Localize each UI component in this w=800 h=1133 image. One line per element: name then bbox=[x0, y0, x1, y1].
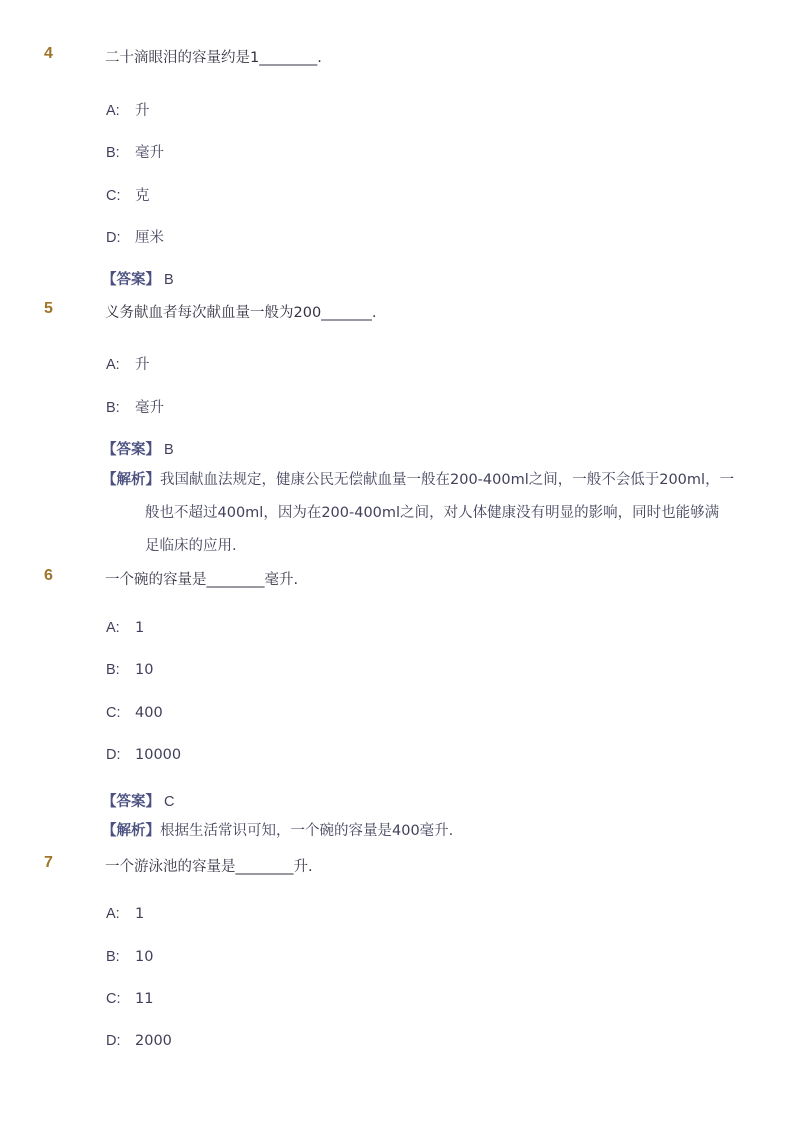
option-letter: B: bbox=[106, 145, 120, 161]
question-text: 一个游泳池的容量是________升. bbox=[105, 859, 313, 875]
option-text: 升 bbox=[135, 103, 150, 119]
option-d bbox=[106, 226, 164, 247]
option-c bbox=[106, 991, 153, 1007]
question-number: 6 bbox=[44, 567, 53, 584]
option-a bbox=[106, 620, 144, 636]
option-b bbox=[106, 396, 164, 417]
answer-line bbox=[102, 438, 174, 459]
option-text: 10 bbox=[135, 949, 154, 965]
option-text: 毫升 bbox=[135, 145, 164, 161]
option-letter: B: bbox=[106, 949, 120, 965]
option-letter: D: bbox=[106, 747, 121, 763]
option-letter: A: bbox=[106, 357, 120, 373]
answer-line bbox=[102, 268, 174, 289]
option-letter: D: bbox=[106, 1033, 121, 1049]
option-text: 11 bbox=[135, 991, 154, 1007]
option-letter: D: bbox=[106, 230, 121, 246]
option-text: 升 bbox=[135, 357, 150, 373]
option-letter: C: bbox=[106, 188, 121, 204]
analysis-tag: 【解析】 bbox=[102, 472, 160, 488]
question-number: 4 bbox=[44, 45, 53, 62]
analysis-tag: 【解析】 bbox=[102, 823, 160, 839]
option-c bbox=[106, 184, 150, 205]
answer-value: B bbox=[164, 272, 174, 288]
question-text: 义务献血者每次献血量一般为200_______. bbox=[105, 305, 377, 321]
answer-value: B bbox=[164, 442, 174, 458]
option-text: 毫升 bbox=[135, 400, 164, 416]
option-d bbox=[106, 1033, 172, 1049]
option-text: 10 bbox=[135, 662, 154, 678]
analysis-line: 足临床的应用. bbox=[145, 538, 237, 554]
analysis-line: 我国献血法规定，健康公民无偿献血量一般在200-400ml之间，一般不会低于200ml，一 bbox=[160, 472, 735, 488]
analysis-block bbox=[102, 471, 735, 570]
answer-tag: 【答案】 bbox=[102, 442, 160, 458]
option-a bbox=[106, 99, 150, 120]
option-text: 400 bbox=[135, 705, 163, 721]
answer-value: C bbox=[164, 794, 175, 810]
analysis-block bbox=[102, 822, 722, 855]
option-text: 克 bbox=[135, 188, 150, 204]
option-letter: B: bbox=[106, 662, 120, 678]
answer-tag: 【答案】 bbox=[102, 794, 160, 810]
option-letter: A: bbox=[106, 103, 120, 119]
option-text: 厘米 bbox=[135, 230, 164, 246]
option-letter: B: bbox=[106, 400, 120, 416]
option-a bbox=[106, 353, 150, 374]
option-letter: A: bbox=[106, 906, 120, 922]
question-number: 5 bbox=[44, 300, 53, 317]
option-a bbox=[106, 906, 144, 922]
option-b bbox=[106, 141, 164, 162]
analysis-line: 根据生活常识可知，一个碗的容量是400毫升. bbox=[160, 823, 454, 839]
option-text: 2000 bbox=[135, 1033, 172, 1049]
question-number: 7 bbox=[44, 854, 53, 871]
option-text: 1 bbox=[135, 906, 145, 922]
option-letter: A: bbox=[106, 620, 120, 636]
option-text: 1 bbox=[135, 620, 145, 636]
option-c bbox=[106, 705, 163, 721]
question-text: 二十滴眼泪的容量约是1________. bbox=[105, 50, 322, 66]
question-text: 一个碗的容量是________毫升. bbox=[105, 572, 299, 588]
option-letter: C: bbox=[106, 705, 121, 721]
option-b bbox=[106, 662, 153, 678]
answer-tag: 【答案】 bbox=[102, 272, 160, 288]
option-b bbox=[106, 949, 153, 965]
analysis-line: 般也不超过400ml，因为在200-400ml之间，对人体健康没有明显的影响，同时也能够满 bbox=[145, 505, 720, 521]
option-text: 10000 bbox=[135, 747, 182, 763]
option-d bbox=[106, 747, 181, 763]
option-letter: C: bbox=[106, 991, 121, 1007]
answer-line bbox=[102, 790, 174, 811]
